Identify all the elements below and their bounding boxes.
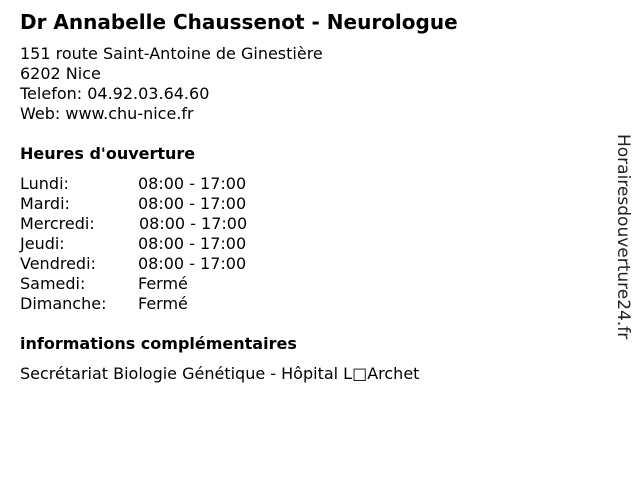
time-value: 08:00 - 17:00 [138, 194, 247, 213]
page-title: Dr Annabelle Chaussenot - Neurologue [20, 10, 458, 34]
phone-number: Telefon: 04.92.03.64.60 [20, 84, 210, 103]
info-text: Secrétariat Biologie Génétique - Hôpital L□Archet [20, 364, 420, 383]
day-label: Mercredi: [20, 214, 95, 233]
address-block [20, 44, 323, 124]
street-address: 151 route Saint-Antoine de Ginestière [20, 44, 323, 63]
time-value: 08:00 - 17:00 [138, 234, 247, 253]
day-label: Samedi: [20, 274, 86, 293]
day-label: Jeudi: [20, 234, 65, 253]
day-label: Mardi: [20, 194, 70, 213]
watermark [612, 134, 634, 348]
day-label: Dimanche: [20, 294, 107, 313]
time-value: 08:00 - 17:00 [138, 174, 247, 193]
day-label: Lundi: [20, 174, 69, 193]
city: 6202 Nice [20, 64, 101, 83]
time-value: Fermé [138, 294, 188, 313]
info-heading: informations complémentaires [20, 334, 297, 353]
day-label: Vendredi: [20, 254, 96, 273]
hours-heading: Heures d'ouverture [20, 144, 196, 163]
time-value: 08:00 - 17:00 [139, 214, 248, 233]
time-value: 08:00 - 17:00 [138, 254, 247, 273]
time-value: Fermé [138, 274, 188, 293]
website: Web: www.chu-nice.fr [20, 104, 194, 123]
watermark-text: Horairesdouverture24.fr [613, 134, 633, 340]
